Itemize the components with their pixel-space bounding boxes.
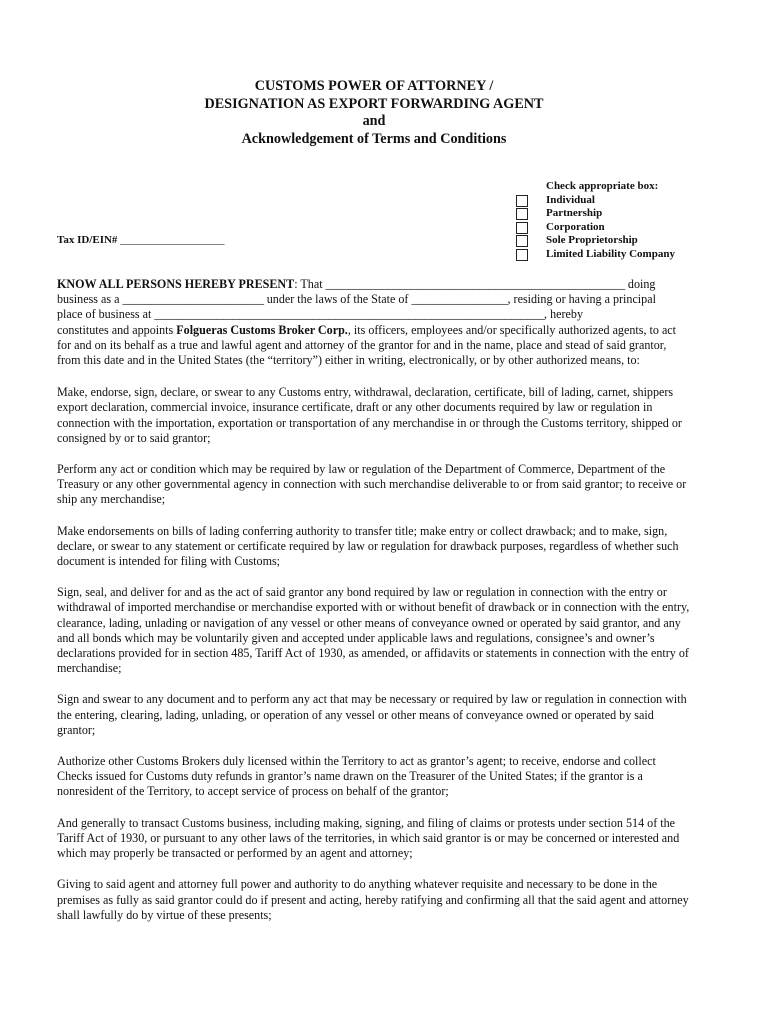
tax-id-field <box>57 234 224 246</box>
checkbox-corporation[interactable] <box>516 222 528 234</box>
title-line-3: and <box>362 113 386 129</box>
grantor-name-blank[interactable]: _____________________________________________________ <box>325 277 625 291</box>
clause-paragraph: Giving to said agent and attorney full power and authority to do anything whatever requisite and necessary to be done in the premises as fully as said grantor could do if present and acting, hereby ratifying and confirming all that the said agent and attorney shall lawfully do by virtue of these presents; <box>57 877 689 922</box>
clause-paragraph: Perform any act or condition which may be required by law or regulation of the Department of Commerce, Department of the Treasury or any other governmental agency in connection with such merchandise deliverable to or from said grantor; to receive or ship any merchandise; <box>57 462 687 507</box>
checkbox-sole-proprietorship[interactable] <box>516 235 528 247</box>
document-body <box>57 277 692 939</box>
intro-place-of-business: place of business at <box>57 307 152 322</box>
checkbox-partnership[interactable] <box>516 208 528 220</box>
checkbox-label-partnership: Partnership <box>546 207 603 219</box>
checkbox-individual[interactable] <box>516 195 528 207</box>
state-blank[interactable]: _________________ <box>411 292 508 307</box>
company-name: Folgueras Customs Broker Corp. <box>176 322 348 337</box>
intro-appoints: constitutes and appoints <box>57 322 174 337</box>
tax-id-blank[interactable]: ____________________ <box>120 234 225 246</box>
intro-paragraph <box>57 277 692 368</box>
intro-under-laws: under the laws of the State of <box>266 292 409 307</box>
title-line-2: DESIGNATION AS EXPORT FORWARDING AGENT <box>204 95 544 112</box>
checklist-heading: Check appropriate box: <box>546 180 659 192</box>
clause-paragraph: And generally to transact Customs business, including making, signing, and filing of claims or protests under section 514 of the Tariff Act of 1930, or pursuant to any other laws of the territories, in which said grantor is or may be concerned or interested and which may properly be transacted or performed by an agent and attorney; <box>57 815 680 861</box>
clause-paragraph: Sign, seal, and deliver for and as the act of said grantor any bond required by law or regulation in connection with the entry or withdrawal of imported merchandise or merchandise exported with or without benefit of drawback or in connection with the entry, clearance, lading, unlading or navigation of any vessel or other means of conveyance owned or operated by said grantor, and any and all bonds which may be voluntarily given and accepted under applicable laws and regulations, consignee’s and owner’s declarations provided for in section 485, Tariff Act of 1930, as amended, or affidavits or statements in connection with the entry of merchandise; <box>57 585 690 676</box>
clause-paragraph: Make endorsements on bills of lading conferring authority to transfer title; make entry or collect drawback; and to make, sign, declare, or swear to any statement or certificate required by law or regulation for drawback purposes, regardless of whether such document is intended for filing with Customs; <box>57 523 679 569</box>
checkbox-label-corporation: Corporation <box>546 220 605 233</box>
title-line-4: Acknowledgement of Terms and Conditions <box>241 130 507 147</box>
address-blank[interactable]: _____________________________________________________________________ <box>154 307 545 322</box>
clause-paragraph: Sign and swear to any document and to perform any act that may be necessary or required by law or regulation in connection with the entering, clearing, lading, unlading, or operation of any vessel or other means of conveyance owned or operated by said grantor; <box>57 692 687 737</box>
checkbox-label-individual: Individual <box>546 193 595 206</box>
intro-appoints-rest: , its officers, employees and/or specifically authorized agents, to act for and on its behalf as a true and lawful agent and attorney of the grantor for and in the name, place and stead of said grantor, from this date and in the United States (the “territory”) either in writing, electronically, or by other authorized means, to: <box>57 322 677 368</box>
checkbox-llc[interactable] <box>516 249 528 261</box>
clause-paragraph: Authorize other Customs Brokers duly licensed within the Territory to act as grantor’s agent; to receive, endorse and collect Checks issued for Customs duty refunds in grantor’s name drawn on the Treasurer of the United States; if the grantor is a nonresident of the Territory, to accept service of process on behalf of the grantor; <box>57 754 656 799</box>
intro-hereby: , hereby <box>544 307 583 322</box>
business-type-blank[interactable]: _________________________ <box>122 292 264 307</box>
tax-id-label: Tax ID/EIN# <box>57 234 118 246</box>
intro-business-as: business as a <box>57 292 120 307</box>
intro-residing: , residing or having a principal <box>507 292 656 307</box>
title-line-1: CUSTOMS POWER OF ATTORNEY / <box>254 78 494 94</box>
document-title <box>0 78 748 148</box>
intro-doing: doing <box>627 277 656 291</box>
intro-lead: KNOW ALL PERSONS HEREBY PRESENT <box>57 277 295 291</box>
checkbox-label-sole-proprietorship: Sole Proprietorship <box>546 234 638 246</box>
clause-paragraph: Make, endorse, sign, declare, or swear to any Customs entry, withdrawal, declaration, certificate, bill of lading, carnet, shippers export declaration, commercial invoice, insurance certificate, draft or any other documents required by law or regulation in connection with the importation, exportation or transportation of any merchandise in or through the Customs territory, shipped or consigned by or to said grantor; <box>57 385 682 445</box>
intro-that: : That <box>294 277 323 291</box>
checkbox-label-llc: Limited Liability Company <box>546 247 675 260</box>
